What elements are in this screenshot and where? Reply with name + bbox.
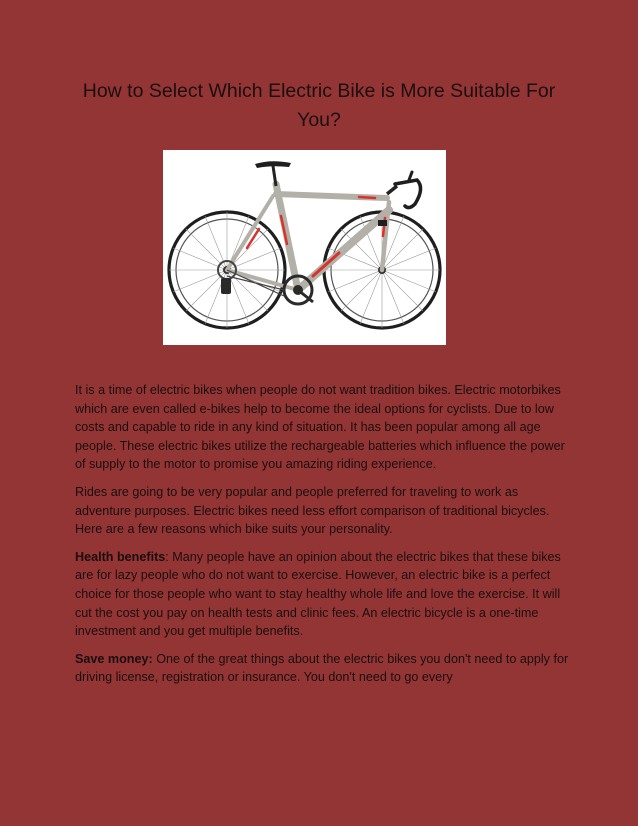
paragraph-text: : Many people have an opinion about the electric bikes that these bikes are for lazy people who do not want to exercise. However, an electric bike is a perfect choice for those people who want to stay healthy whole life and love the exercise. It will cut the cost you pay on health tests and clinic fees. An electric bicycle is a one-time investment and you get multiple benefits. xyxy=(75,549,561,639)
paragraph-rides xyxy=(75,483,575,539)
paragraph-text: It is a time of electric bikes when people do not want tradition bikes. Electric motorbikes which are even called e-bikes help to become the ideal options for cyclists. Due to low costs and capable to ride in any kind of situation. It has been popular among all age people. These electric bikes utilize the rechargeable batteries which influence the power of supply to the motor to promise you amazing riding experience. xyxy=(75,383,565,472)
paragraph-save-money xyxy=(75,650,575,687)
paragraph-intro xyxy=(75,381,575,474)
paragraph-lead: Save money: xyxy=(75,651,153,666)
paragraph-lead: Health benefits xyxy=(75,549,166,564)
page-title: How to Select Which Electric Bike is More Suitable For You? xyxy=(82,80,556,131)
paragraph-text: One of the great things about the electric bikes you don't need to apply for driving license, registration or insurance. You don't need to go every xyxy=(75,651,569,685)
bicycle-icon xyxy=(163,150,446,345)
paragraph-health-benefits xyxy=(75,548,575,641)
paragraph-text: Rides are going to be very popular and people preferred for traveling to work as adventure purposes. Electric bikes need less effort comparison of traditional bicycles. Here are a few reasons which bike suits your personality. xyxy=(75,484,550,537)
article-body xyxy=(75,381,575,696)
road-bike-image xyxy=(163,150,446,345)
